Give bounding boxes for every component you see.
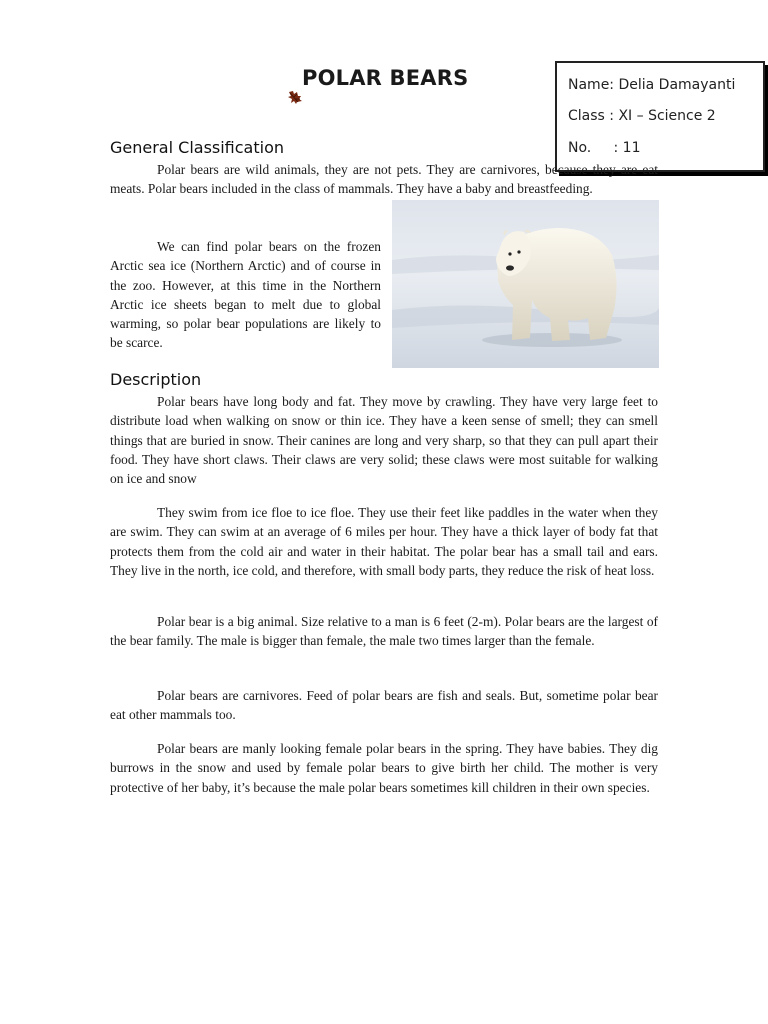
student-info-box [555,61,765,172]
document-title: POLAR BEARS [302,66,469,90]
paragraph-body: Polar bears have long body and fat. They move by crawling. They have very large feet to distribute load when walking on snow or thin ice. They have a keen sense of smell; they can smell things that are buried in snow. Their canines are long and very sharp, so that they can pull apart their food. They have short claws. Their claws are very solid; these claws were most suitable for walking on ice and snow [110,394,658,487]
student-number: No. : 11 [568,140,641,156]
paragraph-swimming: They swim from ice floe to ice floe. They use their feet like paddles in the water when they are swim. They can swim at an average of 6 miles per hour. They have a thick layer of body fat that protects them from the cold air and water in their habitat. The polar bear has a small tail and ears. They live in the north, ice cold, and therefore, with small body parts, they reduce the risk of heat loss. [110,505,658,578]
paragraph-classification: Polar bears are wild animals, they are not pets. They are carnivores, because they are eat meats. Polar bears included in the class of mammals. They have a baby and breastfeeding. [110,162,658,197]
section-heading-description: Description [110,370,202,389]
paragraph-diet: Polar bears are carnivores. Feed of polar bears are fish and seals. But, sometime polar bear eat other mammals too. [110,688,658,723]
student-class: Class : XI – Science 2 [568,108,716,124]
paragraph-size: Polar bear is a big animal. Size relative to a man is 6 feet (2-m). Polar bears are the largest of the bear family. The male is bigger than female, the male two times larger than the female. [110,614,658,649]
maple-leaf-icon [286,88,304,106]
section-heading-general-classification: General Classification [110,138,285,157]
paragraph-habitat: We can find polar bears on the frozen Arctic sea ice (Northern Arctic) and of course in the zoo. However, at this time in the Northern Arctic ice sheets began to melt due to global warming, so polar bear populations are likely to be scarce. [110,239,381,351]
paragraph-reproduction: Polar bears are manly looking female polar bears in the spring. They have babies. They dig burrows in the snow and used by female polar bears to give birth her child. The mother is very protective of her baby, it’s because the male polar bears sometimes kill children in their own species. [110,741,658,795]
student-name: Name: Delia Damayanti [568,77,736,93]
polar-bear-photo [392,200,659,368]
